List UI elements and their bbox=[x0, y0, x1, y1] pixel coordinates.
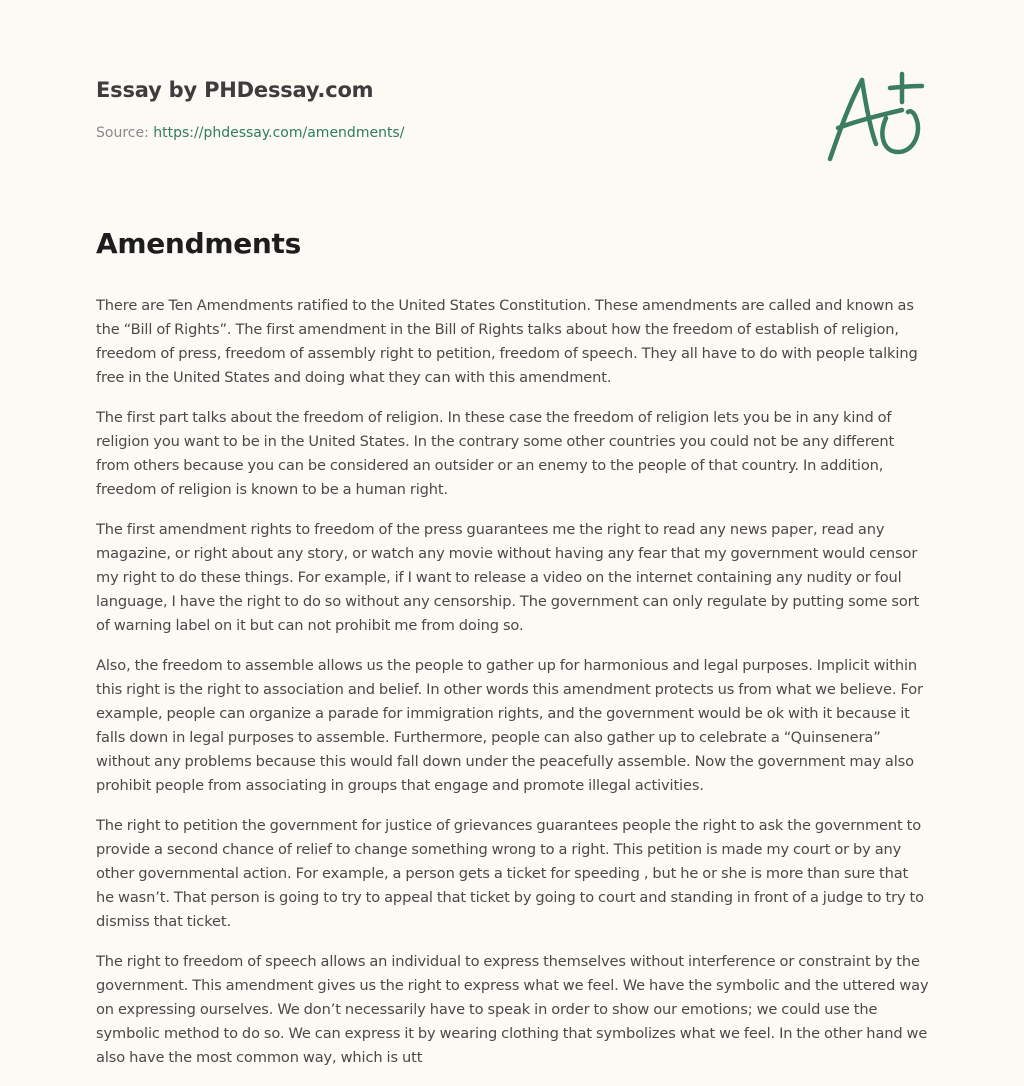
essay-paragraph: The first part talks about the freedom of religion. In these case the freedom of religion lets you be in any kind of religion you want to be in the United States. In the contrary some other countries you could not be any different from others because you can be considered an outsider or an enemy to the people of that country. In addition, freedom of religion is known to be a human right. bbox=[96, 409, 895, 498]
essay-paragraph: There are Ten Amendments ratified to the United States Constitution. These amendments are called and known as the “Bill of Rights”. The first amendment in the Bill of Rights talks about how the freedom of establish of religion, freedom of press, freedom of assembly right to petition, freedom of speech. They all have to do with people talking free in the United States and doing what they can with this amendment. bbox=[96, 297, 918, 386]
source-link[interactable]: https://phdessay.com/amendments/ bbox=[153, 125, 405, 141]
essay-paragraph: The first amendment rights to freedom of the press guarantees me the right to read any news paper, read any magazine, or right about any story, or watch any movie without having any fear that my government would censor my right to do these things. For example, if I want to release a video on the internet containing any nudity or foul language, I have the right to do so without any censorship. The government can only regulate by putting some sort of warning label on it but can not prohibit me from doing so. bbox=[96, 521, 920, 634]
source-line bbox=[96, 124, 696, 142]
a-plus-logo-svg bbox=[818, 66, 934, 166]
site-title: Essay by PHDessay.com bbox=[96, 78, 374, 102]
a-right-stroke bbox=[862, 80, 876, 144]
essay-article bbox=[96, 224, 930, 1086]
source-label: Source: bbox=[96, 125, 149, 141]
swirl-stroke bbox=[882, 111, 918, 152]
a-plus-logo-icon bbox=[818, 66, 934, 166]
essay-paragraph: Also, the freedom to assemble allows us the people to gather up for harmonious and legal purposes. Implicit within this right is the right to association and belief. In other words this amendment protects us from what we believe. For example, people can organize a parade for immigration rights, and the government would be ok with it because it falls down in legal purposes to assemble. Furthermore, people can also gather up to celebrate a “Quinsenera” without any problems because this would fall down under the peacefully assemble. Now the government may also prohibit people from associating in groups that engage and promote illegal activities. bbox=[96, 657, 923, 794]
essay-paragraph: The right to petition the government for justice of grievances guarantees people the right to ask the government to provide a second chance of relief to change something wrong to a right. This petition is made my court or by any other governmental action. For example, a person gets a ticket for speeding , but he or she is more than sure that he wasn’t. That person is going to try to appeal that ticket by going to court and standing in front of a judge to try to dismiss that ticket. bbox=[96, 817, 924, 930]
plus-horizontal-stroke bbox=[890, 86, 922, 88]
essay-paragraph: The right to freedom of speech allows an individual to express themselves without interference or constraint by the government. This amendment gives us the right to express what we feel. We have the symbolic and the uttered way on expressing ourselves. We don’t necessarily have to speak in order to show our emotions; we could use the symbolic method to do so. We can express it by wearing clothing that symbolizes what we feel. In the other hand we also have the most common way, which is utt bbox=[96, 953, 929, 1066]
page-header bbox=[96, 76, 696, 142]
essay-title: Amendments bbox=[96, 227, 301, 260]
